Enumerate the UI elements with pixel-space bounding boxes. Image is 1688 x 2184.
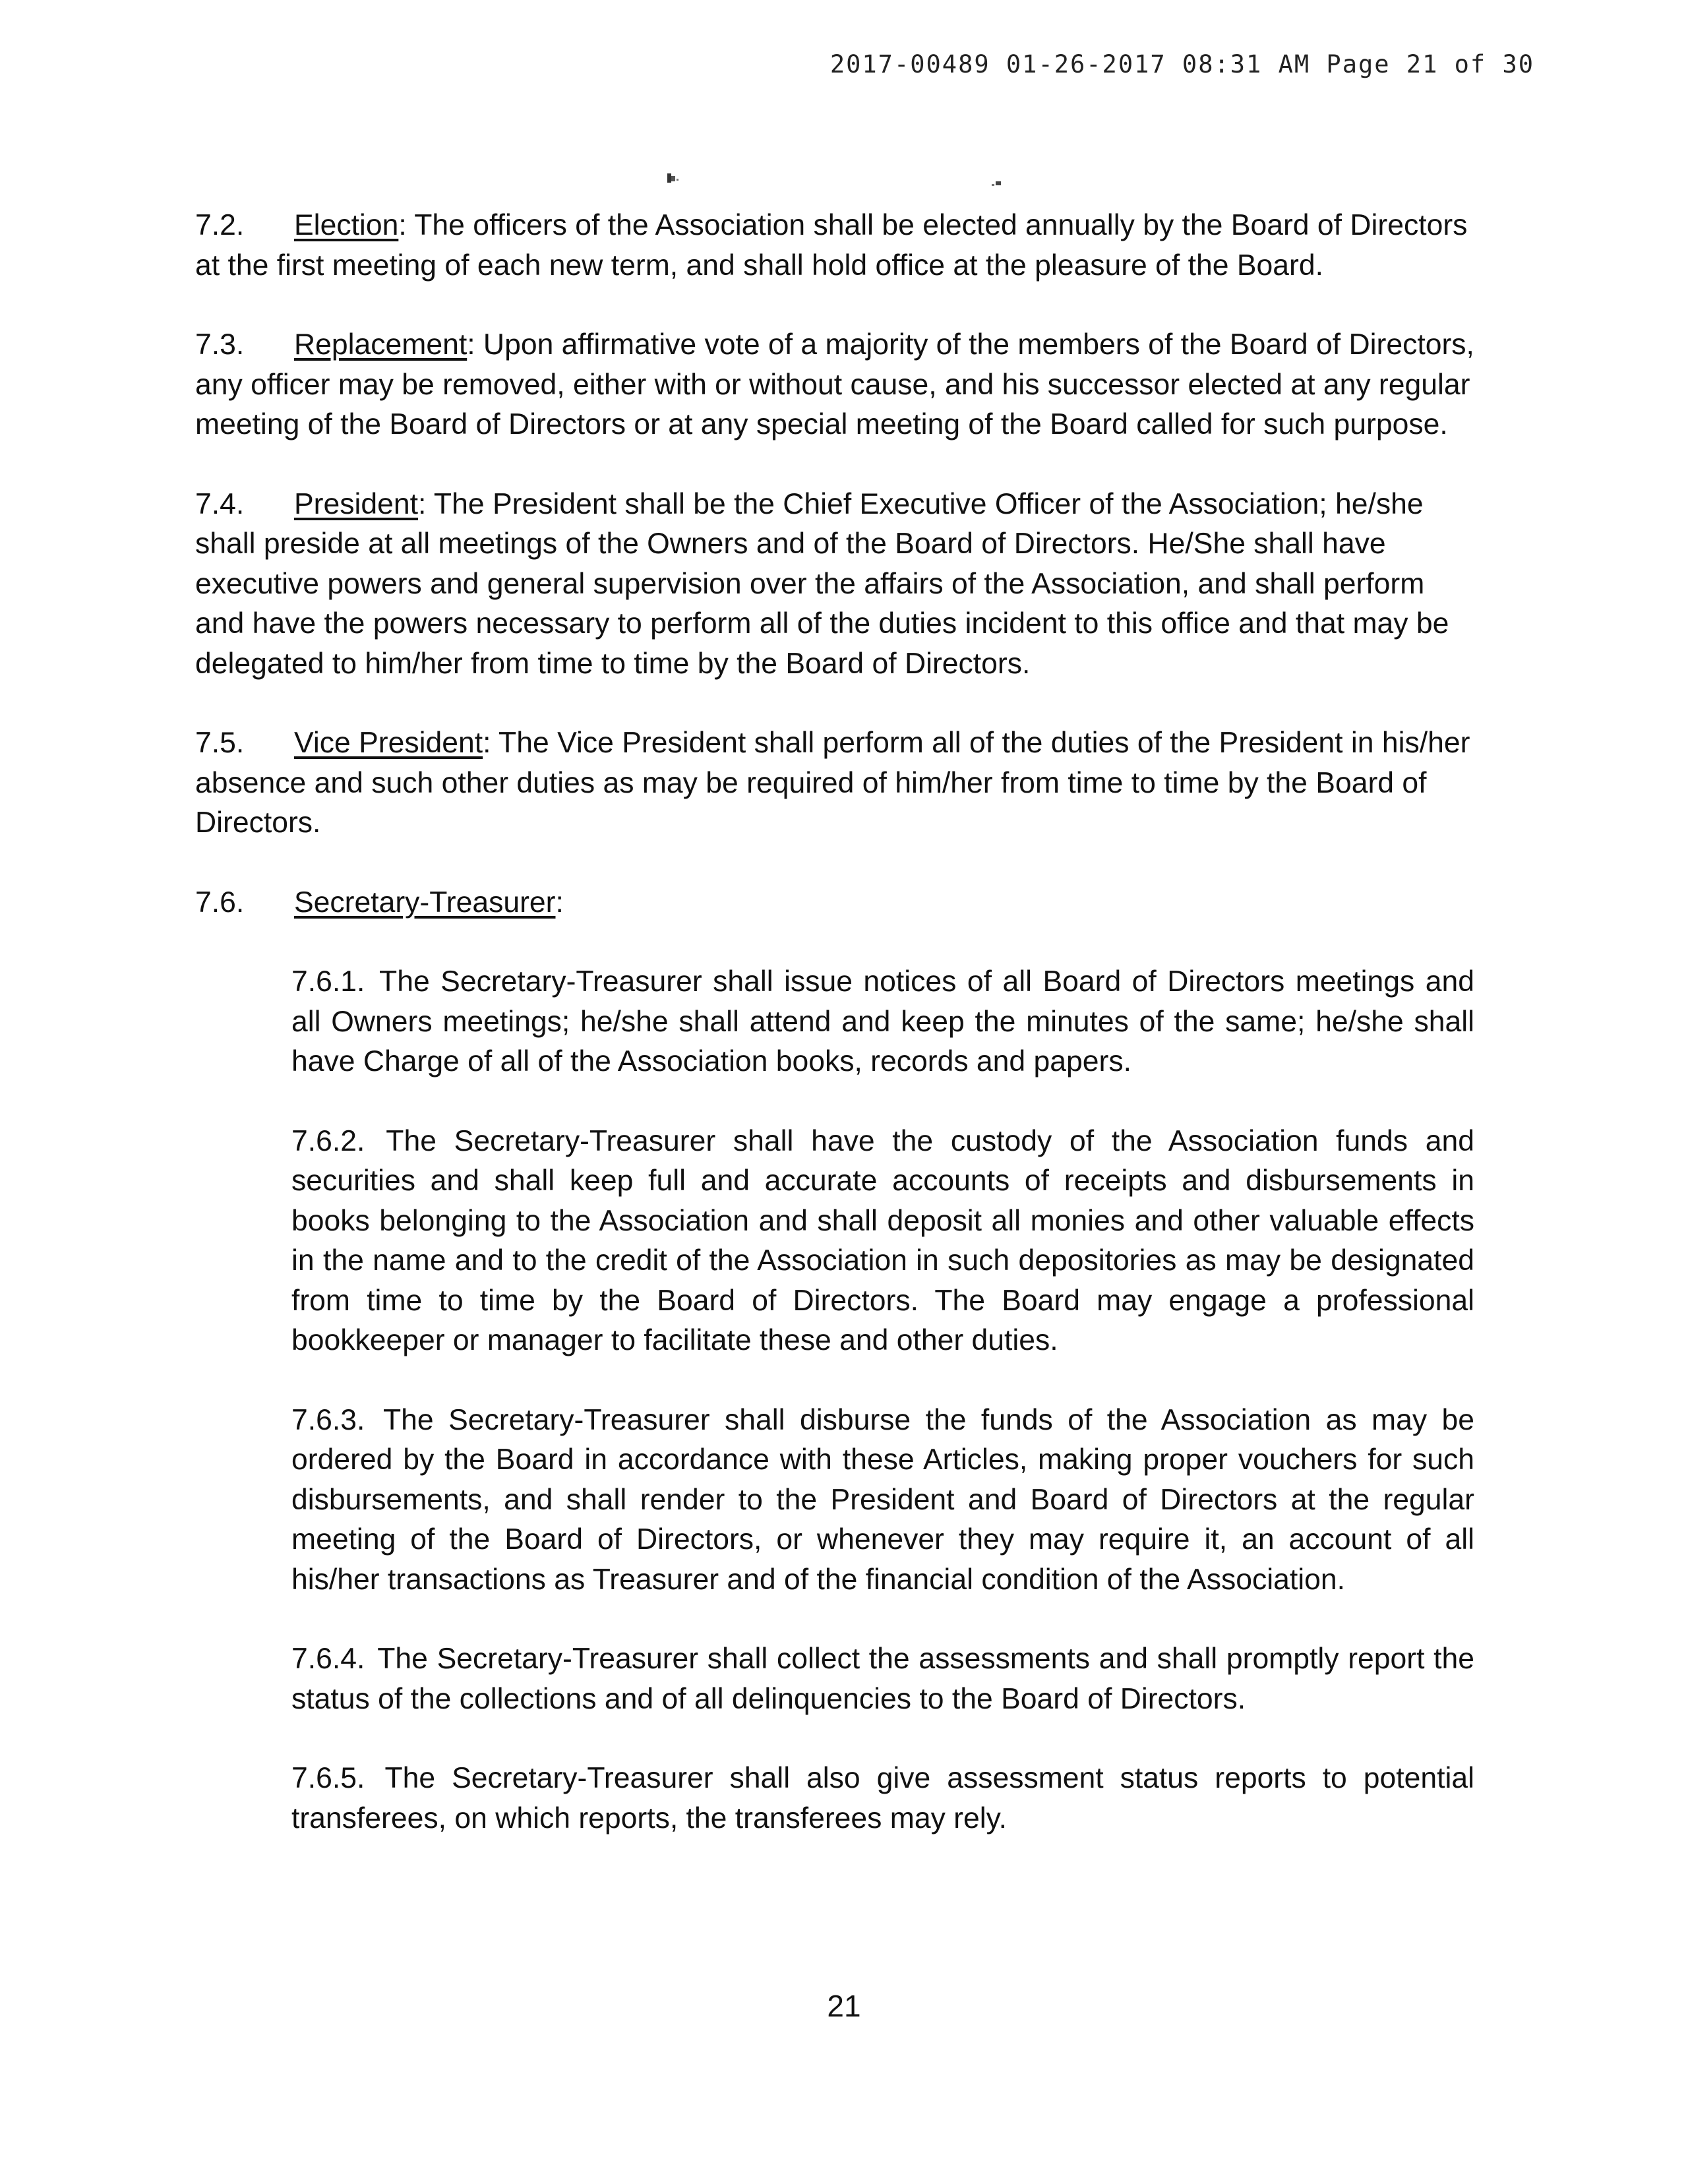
section-text: : The officers of the Association shall be elected annually by the Board of Directors at the first meeting of each new term, and shall hold office at the pleasure of the Board. — [195, 209, 1468, 282]
subsection-7-6-3 — [291, 1401, 1474, 1600]
subsection-text: The Secretary-Treasurer shall disburse the funds of the Association as may be ordered by the Board in accordance with these Articles, making proper vouchers for such disbursements, and shall render to the President and Board of Directors at the regular meeting of the Board of Directors, or whenever they may require it, an account of all his/her transactions as Treasurer and of the financial condition of the Association. — [291, 1403, 1475, 1596]
subsection-text: The Secretary-Treasurer shall have the custody of the Association funds and securities and shall keep full and accurate accounts of receipts and disbursements in books belonging to the Association and shall deposit all monies and other valuable effects in the name and to the credit of the Association in such depositories as may be designated from time to time by the Board of Directors. The Board may engage a professional bookkeeper or manager to facilitate these and other duties. — [291, 1124, 1474, 1356]
section-title: Election — [294, 209, 399, 241]
subsection-7-6-5 — [291, 1759, 1474, 1838]
subsection-number: 7.6.2. — [291, 1124, 365, 1157]
section-number: 7.4. — [195, 487, 245, 520]
subsection-7-6-2 — [291, 1122, 1474, 1361]
subsection-text: The Secretary-Treasurer shall issue notices of all Board of Directors meetings and all Owners meetings; he/she shall attend and keep the minutes of the same; he/she shall have Charge of all of the Association books, records and papers. — [291, 965, 1475, 1077]
subsection-7-6-1 — [291, 962, 1474, 1082]
section-title: Secretary-Treasurer — [294, 886, 556, 919]
section-text: : The President shall be the Chief Executive Officer of the Association; he/she shall preside at all meetings of the Owners and of the Board of Directors. He/She shall have executive powers and general supervision over the affairs of the Association, and shall perform and have the powers necessary to perform all of the duties incident to this office and that may be delegated to him/her from time to time by the Board of Directors. — [195, 487, 1449, 680]
document-body — [195, 206, 1474, 1878]
section-text: : — [555, 886, 564, 919]
section-text: : The Vice President shall perform all of the duties of the President in his/her absence and such other duties as may be required of him/her from time to time by the Board of Directors. — [195, 727, 1470, 839]
section-title: Replacement — [294, 328, 467, 361]
subsection-number: 7.6.3. — [291, 1403, 365, 1436]
section-number: 7.5. — [195, 727, 245, 759]
section-7-5 — [195, 723, 1474, 843]
section-7-4 — [195, 485, 1474, 684]
subsection-text: The Secretary-Treasurer shall also give assessment status reports to potential transferees, on which reports, the transferees may rely. — [291, 1762, 1474, 1835]
section-text: : Upon affirmative vote of a majority of the members of the Board of Directors, any officer may be removed, either with or without cause, and his successor elected at any regular meeting of the Board of Directors or at any special meeting of the Board called for such purpose. — [195, 328, 1474, 440]
scan-artifact — [653, 168, 1048, 195]
subsection-number: 7.6.4. — [291, 1643, 365, 1675]
subsection-7-6-4 — [291, 1639, 1474, 1719]
subsection-number: 7.6.1. — [291, 965, 365, 998]
section-7-6 — [195, 883, 1474, 923]
subsection-number: 7.6.5. — [291, 1762, 365, 1794]
section-title: President — [294, 487, 418, 520]
section-number: 7.3. — [195, 328, 245, 361]
section-7-3 — [195, 325, 1474, 445]
section-number: 7.2. — [195, 209, 245, 241]
section-number: 7.6. — [195, 886, 245, 919]
section-title: Vice President — [294, 727, 483, 759]
fax-header-stamp: 2017-00489 01-26-2017 08:31 AM Page 21 of 30 — [829, 50, 1534, 78]
section-7-2 — [195, 206, 1474, 286]
subsection-text: The Secretary-Treasurer shall collect the assessments and shall promptly report the status of the collections and of all delinquencies to the Board of Directors. — [291, 1643, 1474, 1715]
subsection-list — [291, 962, 1474, 1838]
page-number: 21 — [827, 1989, 861, 2023]
